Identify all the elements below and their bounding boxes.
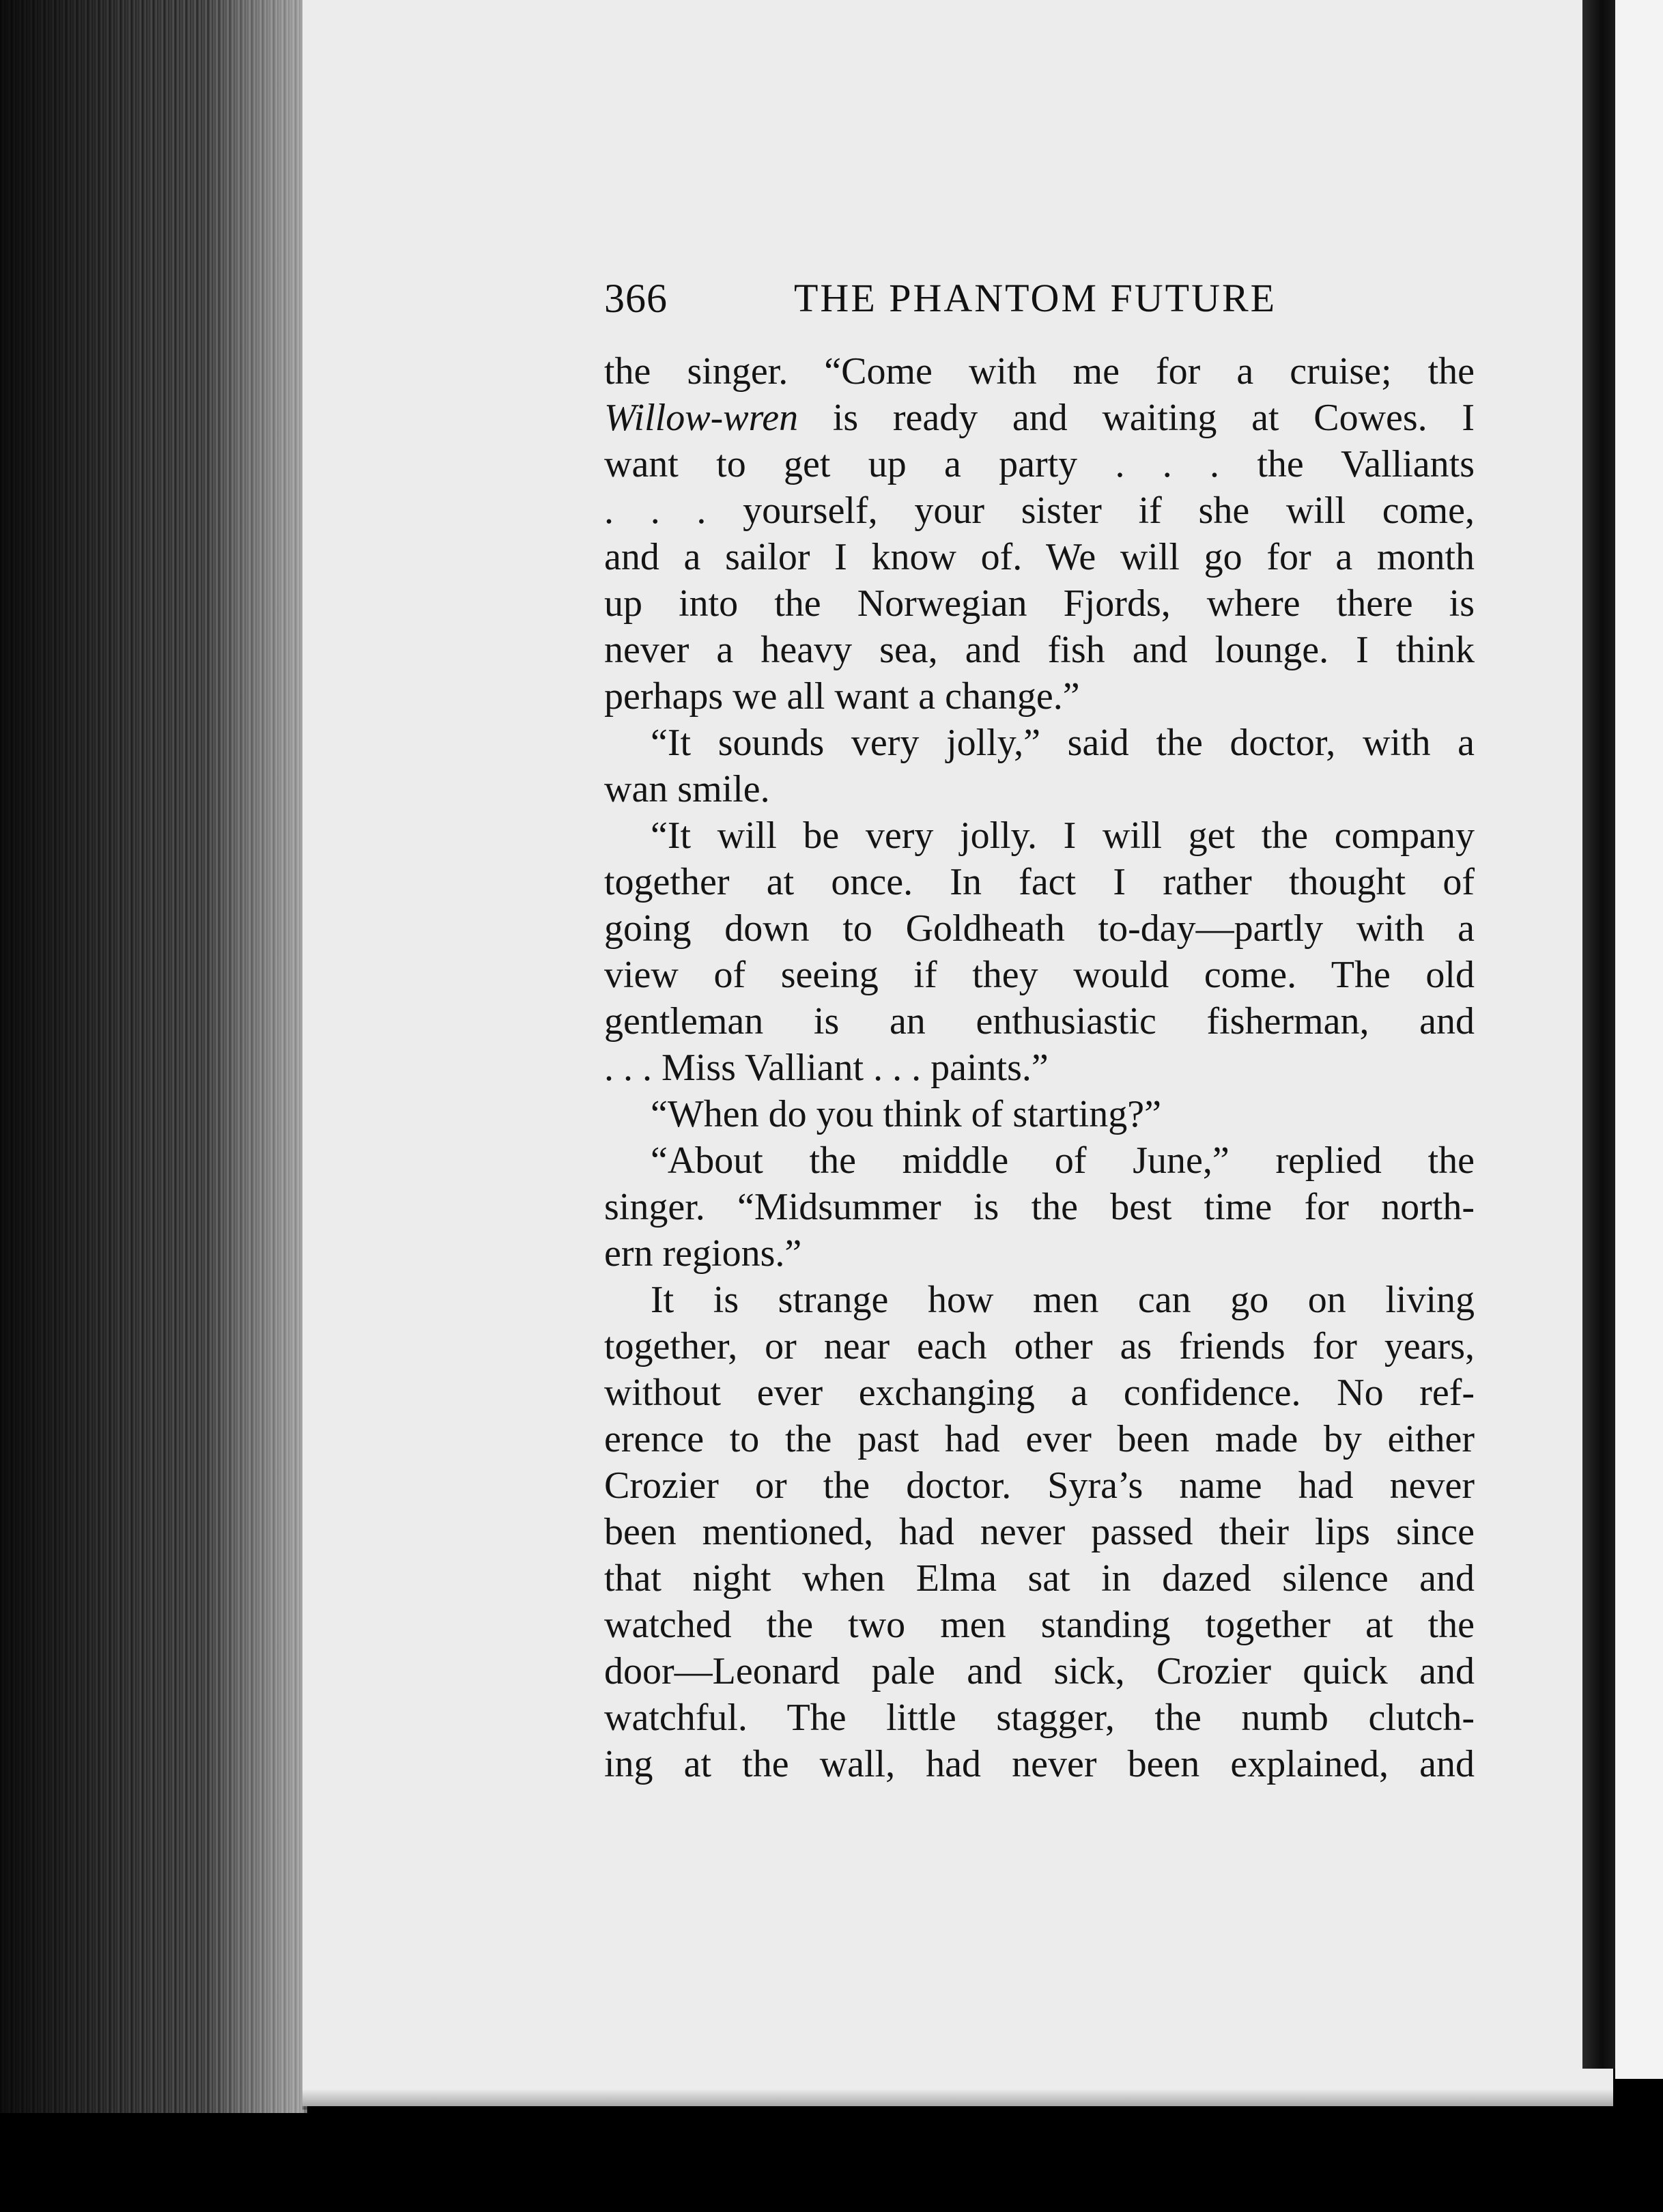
page-bottom-shadow [302,2089,1620,2110]
text-line: ing at the wall, had never been explained, and [604,1743,1475,1785]
text-line: view of seeing if they would come. The old [604,954,1475,996]
text-line: up into the Norwegian Fjords, where there is [604,582,1475,625]
text-line: . . . yourself, your sister if she will come, [604,490,1475,532]
text-line: and a sailor I know of. We will go for a month [604,536,1475,578]
text-line: wan smile. [604,768,770,810]
body-text [604,348,1475,1787]
text-line: gentleman is an enthusiastic fisherman, and [604,1000,1475,1043]
text-line: Willow-wren is ready and waiting at Cowes. I [604,397,1475,439]
book-gutter [1582,0,1615,2069]
text-line: “About the middle of June,” replied the [651,1139,1475,1182]
running-title: THE PHANTOM FUTURE [794,276,1277,320]
text-line: “It will be very jolly. I will get the company [651,814,1475,857]
text-line: singer. “Midsummer is the best time for north- [604,1186,1475,1228]
page-stack-edge-fade [205,0,307,2113]
text-line: perhaps we all want a change.” [604,675,1080,718]
text-line: watched the two men standing together at the [604,1604,1475,1646]
text-line: ern regions.” [604,1232,802,1275]
text-line: been mentioned, had never passed their lips since [604,1511,1475,1553]
text-line: going down to Goldheath to-day—partly with a [604,907,1475,950]
text-line: “When do you think of starting?” [651,1093,1162,1135]
text-line: . . . Miss Valliant . . . paints.” [604,1047,1049,1089]
page-number: 366 [604,276,668,321]
running-head [604,268,1287,329]
text-line: “It sounds very jolly,” said the doctor, with a [651,722,1475,764]
text-line: door—Leonard pale and sick, Crozier quick and [604,1650,1475,1692]
text-line: never a heavy sea, and fish and lounge. I think [604,629,1475,671]
text-line: It is strange how men can go on living [651,1279,1475,1321]
text-line: want to get up a party . . . the Valliants [604,443,1475,485]
text-line: the singer. “Come with me for a cruise; the [604,350,1475,393]
text-line: watchful. The little stagger, the numb clutch- [604,1697,1475,1739]
text-line: together at once. In fact I rather thought of [604,861,1475,903]
text-line: together, or near each other as friends for years, [604,1325,1475,1367]
facing-page-edge [1615,0,1663,2079]
ship-name: Willow-wren [604,397,799,439]
text-line: without ever exchanging a confidence. No ref- [604,1372,1475,1414]
text-line: Crozier or the doctor. Syra’s name had never [604,1464,1475,1507]
text-line: erence to the past had ever been made by either [604,1418,1475,1460]
text-line: that night when Elma sat in dazed silence and [604,1557,1475,1600]
